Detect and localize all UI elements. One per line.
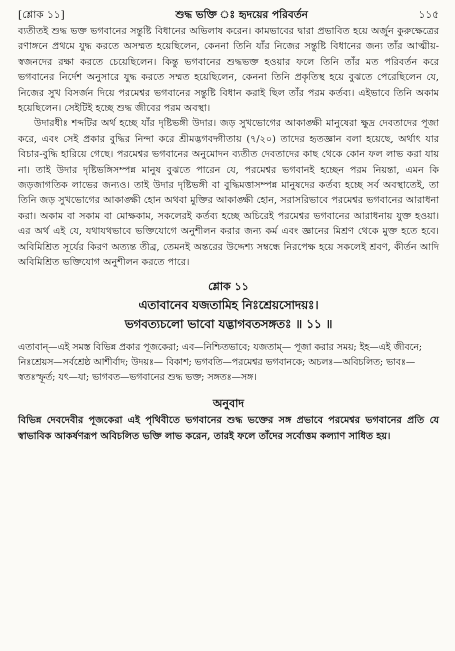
chapter-title: শুদ্ধ ভক্তি ঃ হৃদয়ের পরিবর্তন xyxy=(175,9,308,21)
translation-title: অনুবাদ xyxy=(212,397,245,411)
page-number: ১১৫ xyxy=(418,9,439,21)
verse-title: শ্লোক ১১ xyxy=(208,279,249,293)
purport-paragraph-1: ব্যতীতই শুদ্ধ ভক্ত ভগবানের সন্তুষ্টি বিধানের অভিলাষ করেন। কামভাবের দ্বারা প্রভাবিত হয়ে অর্জুন কুরুক্ষেত্রের রণাঙ্গনে প্রথমে যুদ্ধ করতে অসম্মত হয়েছিলেন, কেননা তিনি যাঁর নিজের সন্তুষ্টি বিধানের জন্য তাঁর আত্মীয়-স্বজনদের রক্ষা করতে চেয়েছিলেন। কিন্তু ভগবানের শুদ্ধভক্ত হওয়ার ফলে তিনি তাঁর মত পরিবর্তন করে ভগবানের নির্দেশ অনুসারে যুদ্ধ করতে সম্মত হয়েছিলেন, কেননা তিনি প্রকৃতিস্থ হয়ে বুঝতে পেরেছিলেন যে, নিজের সুখ বিসর্জন দিয়ে পরমেশ্বর ভগবানের সন্তুষ্টি বিধান করাই ছিল তাঁর পরম কর্তব্য। এইভাবে তিনি অকাম হয়েছিলেন। সেইটিই হচ্ছে শুদ্ধ জীবের পরম অবস্থা। xyxy=(18,26,439,115)
verse-line-1: এতাবানেব যজতামিহ নিঃশ্রেয়সোদয়ঃ। xyxy=(138,297,319,312)
translation-text: বিভিন্ন দেবদেবীর পূজকেরা এই পৃথিবীতে ভগবানের শুদ্ধ ভক্তের সঙ্গ প্রভাবে পরমেশ্বর ভগবানের প্রতি যে স্বাভাবিক আকর্ষণরূপ অবিচলিত ভক্তি লাভ করেন, তারই ফলে তাঁদের সর্বোত্তম কল্যাণ সাধিত হয়। xyxy=(18,415,439,442)
verse-reference: [শ্লোক ১১] xyxy=(18,9,65,21)
verse-line-2: ভগবত্যচলো ভাবো যদ্ভাগবতসঙ্গতঃ ॥ ১১ ॥ xyxy=(124,316,333,331)
purport-paragraph-2: উদারধীঃ শব্দটির অর্থ হচ্ছে যাঁর দৃষ্টিভঙ্গী উদার। জড় সুখভোগের আকাঙ্ক্ষী মানুষেরা ক্ষুদ্র দেবতাদের পূজা করে, এবং সেই প্রকার বুদ্ধির নিন্দা করে শ্রীমদ্ভগবদ্গীতায় (৭/২০) তাদের হৃতজ্ঞান বলা হয়েছে, অর্থাৎ যার বিচার-বুদ্ধি হারিয়ে গেছে। পরমেশ্বর ভগবানের অনুমোদন ব্যতীত দেবতাদের কাছ থেকে কোন ফল লাভ করা যায় না। তাই উদার দৃষ্টিভঙ্গিসম্পন্ন মানুষ বুঝতে পারেন যে, পরমেশ্বর ভগবানই হচ্ছেন পরম নিয়ন্তা, এমন কি জড়জাগতিক লাভের জন্যও। তাই উদার দৃষ্টিভঙ্গী বা বুদ্ধিমত্তাসম্পন্ন মানুষদের কর্তব্য হচ্ছে সর্ব অবস্থাতেই, তা তিনি জড় সুখভোগের আকাঙ্ক্ষী হোন অথবা মুক্তির আকাঙ্ক্ষী হোন, সরাসরিভাবে পরমেশ্বর ভগবানের আরাধনা করা। অকাম বা সকাম বা মোক্ষকাম, সকলেরই কর্তব্য হচ্ছে অচিরেই পরমেশ্বর ভগবানের আরাধনায় যুক্ত হওয়া। এর অর্থ এই যে, যথাযথভাবে ভক্তিযোগে অনুশীলন করার জন্য কর্ম এবং জ্ঞানের মিশ্রণ থেকে মুক্ত হতে হবে। অবিমিশ্রিত সূর্যের কিরণ অত্যন্ত তীব্র, তেমনই অন্তরের উদ্দেশ্য সম্বন্ধে নিরপেক্ষ হয়ে সকলেই শ্রবণ, কীর্তন আদি অবিমিশ্রিত ভক্তিযোগ অনুশীলন করতে পারে। xyxy=(18,118,439,269)
word-for-word-synonyms: এতাবান্—এই সমস্ত বিভিন্ন প্রকার পূজকেরা; এব—নিশ্চিতভাবে; যজতাম্— পূজা করার সময়; ইহ—এই জীবনে; নিঃশ্রেয়স—সর্বশ্রেষ্ঠ আশীর্বাদ; উদয়ঃ— বিকাশ; ভগবতি—পরমেশ্বর ভগবানকে; অচলঃ—অবিচলিত; ভাবঃ—স্বতঃস্ফূর্ত; যৎ—যা; ভাগবত—ভগবানের শুদ্ধ ভক্ত; সঙ্গতঃ—সঙ্গ। xyxy=(18,341,423,383)
page-header xyxy=(18,8,439,24)
